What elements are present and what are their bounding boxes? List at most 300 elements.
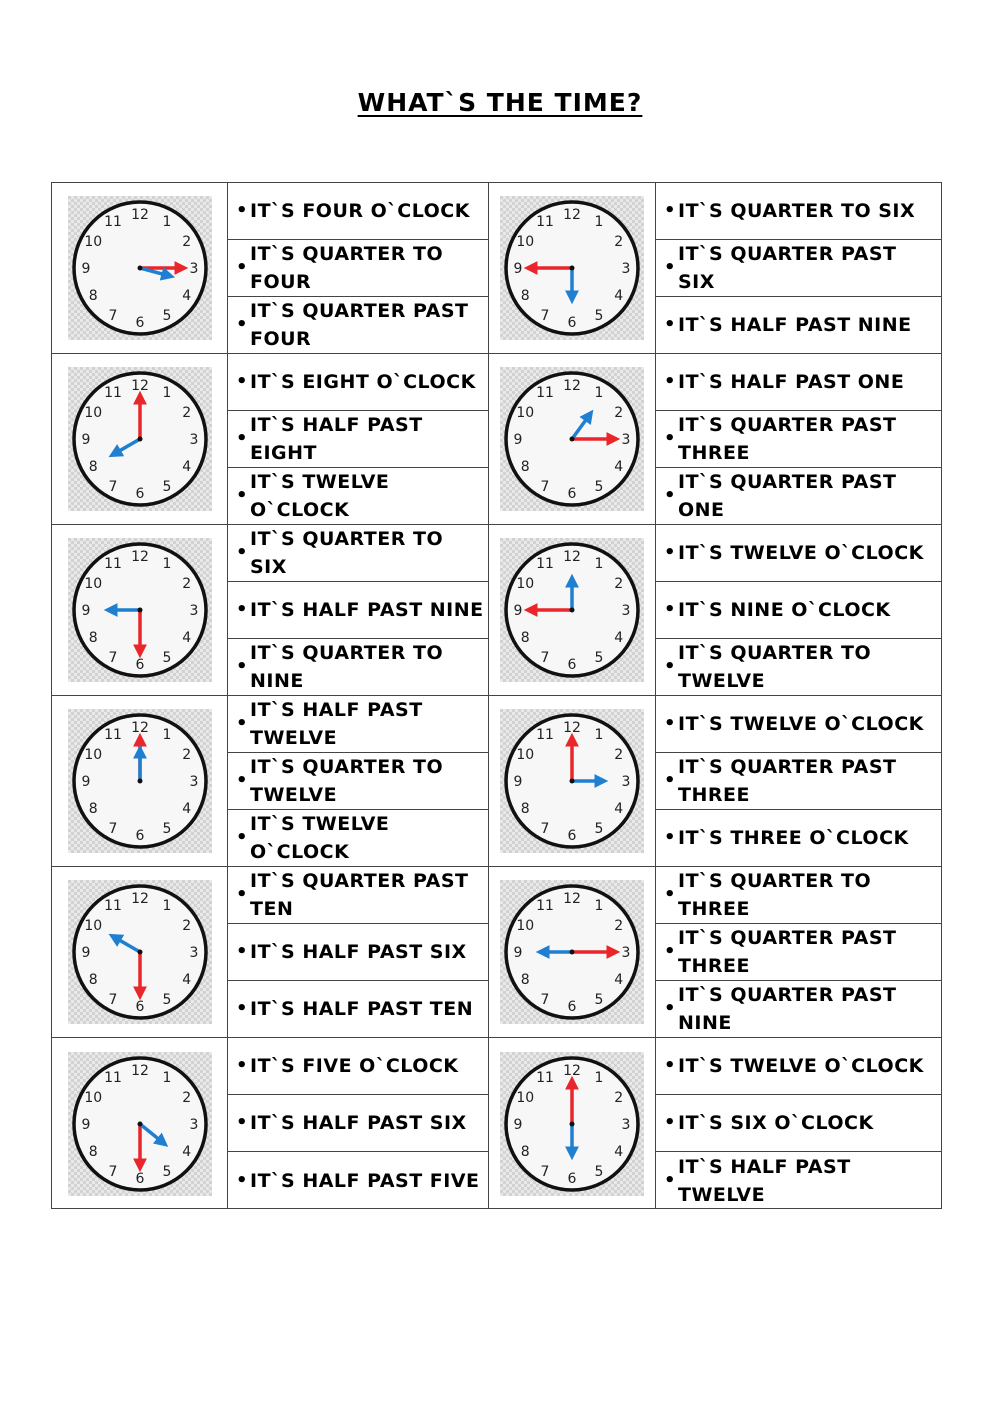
answer-option[interactable] xyxy=(228,1095,489,1152)
answer-option-text: IT`S QUARTER PAST THREE xyxy=(678,927,897,977)
clock-numeral: 1 xyxy=(594,385,604,402)
bullet-icon: • xyxy=(236,257,249,278)
clock-numeral: 12 xyxy=(130,549,149,565)
clock-image xyxy=(68,367,212,511)
clock-numeral: 9 xyxy=(513,603,523,619)
bullet-icon: • xyxy=(236,941,249,962)
clock-numeral: 6 xyxy=(567,486,577,502)
clock-numeral: 8 xyxy=(88,630,98,646)
clock-numeral: 3 xyxy=(189,1116,198,1133)
answer-option-text: IT`S HALF PAST TEN xyxy=(250,998,474,1020)
clock-numeral: 6 xyxy=(567,999,577,1015)
clock-numeral: 11 xyxy=(103,556,122,573)
clock-face xyxy=(500,880,644,1024)
clock-numeral: 5 xyxy=(162,478,171,495)
answer-option[interactable] xyxy=(228,753,489,810)
clock-numeral: 5 xyxy=(594,478,604,495)
clock-numeral: 7 xyxy=(540,820,550,837)
clock-numeral: 5 xyxy=(594,307,604,324)
clock-numeral: 1 xyxy=(162,898,171,915)
clock-numeral: 5 xyxy=(594,1163,604,1180)
bullet-icon: • xyxy=(664,314,677,335)
clock-numeral: 1 xyxy=(162,727,171,744)
answer-option-text: IT`S QUARTER TO TWELVE xyxy=(678,642,872,692)
answer-option-text: IT`S TWELVE O`CLOCK xyxy=(678,542,924,564)
answer-option-text: IT`S HALF PAST TWELVE xyxy=(250,699,423,749)
clock-numeral: 1 xyxy=(594,1069,604,1086)
clock-image xyxy=(500,709,644,853)
clock-numeral: 10 xyxy=(516,234,535,250)
clock-numeral: 1 xyxy=(162,214,171,231)
clock-numeral: 7 xyxy=(540,649,550,666)
clock-center xyxy=(137,1121,142,1126)
clock-numeral: 9 xyxy=(513,1116,523,1133)
clock-numeral: 11 xyxy=(103,214,122,231)
answer-option[interactable] xyxy=(656,924,941,981)
clock-numeral: 8 xyxy=(88,1143,98,1160)
clock-numeral: 10 xyxy=(83,576,102,592)
answer-option[interactable] xyxy=(656,183,941,240)
clock-numeral: 7 xyxy=(540,478,550,495)
answer-option[interactable] xyxy=(228,1038,489,1095)
clock-numeral: 3 xyxy=(621,945,631,961)
clock-center xyxy=(137,779,142,784)
clock-numeral: 10 xyxy=(83,747,102,763)
clock-numeral: 2 xyxy=(181,918,191,934)
clock-numeral: 7 xyxy=(108,649,117,666)
answer-option[interactable] xyxy=(656,753,941,810)
clock-numeral: 8 xyxy=(520,630,530,646)
answer-option-text: IT`S HALF PAST SIX xyxy=(250,1112,467,1134)
clock-face xyxy=(500,1052,644,1196)
bullet-icon: • xyxy=(236,998,249,1019)
clock-face xyxy=(68,538,212,682)
clock-image xyxy=(68,709,212,853)
clock-numeral: 4 xyxy=(614,630,624,646)
clock-numeral: 12 xyxy=(130,720,149,736)
bullet-icon: • xyxy=(236,485,249,506)
clock-numeral: 5 xyxy=(162,307,171,324)
answer-option[interactable] xyxy=(228,867,489,924)
answer-option[interactable] xyxy=(228,924,489,981)
bullet-icon: • xyxy=(664,200,677,221)
clock-cell xyxy=(489,183,656,354)
bullet-icon: • xyxy=(236,1169,249,1191)
answer-option-text: IT`S TWELVE O`CLOCK xyxy=(250,813,390,863)
answer-option[interactable] xyxy=(228,810,489,867)
answer-option-text: IT`S TWELVE O`CLOCK xyxy=(678,1055,924,1077)
clock-numeral: 8 xyxy=(520,1143,530,1160)
clock-numeral: 3 xyxy=(621,1116,631,1133)
clock-numeral: 12 xyxy=(563,378,581,394)
answer-option-text: IT`S QUARTER TO TWELVE xyxy=(250,756,444,806)
bullet-icon: • xyxy=(236,1112,249,1133)
clock-numeral: 9 xyxy=(81,774,90,790)
bullet-icon: • xyxy=(664,884,677,905)
clock-center xyxy=(570,950,575,955)
clock-numeral: 8 xyxy=(520,801,530,817)
answer-option[interactable] xyxy=(228,1152,489,1209)
clock-numeral: 1 xyxy=(162,1069,171,1086)
answer-option-text: IT`S NINE O`CLOCK xyxy=(678,599,891,621)
bullet-icon: • xyxy=(664,941,677,962)
clock-numeral: 5 xyxy=(594,649,604,666)
answer-option[interactable] xyxy=(228,525,489,582)
clock-numeral: 2 xyxy=(614,1089,624,1106)
clock-numeral: 1 xyxy=(594,556,604,573)
bullet-icon: • xyxy=(236,200,249,221)
clock-face xyxy=(68,196,212,340)
answer-option[interactable] xyxy=(228,411,489,468)
clock-numeral: 10 xyxy=(83,234,102,250)
clock-face xyxy=(500,196,644,340)
bullet-icon: • xyxy=(664,542,677,563)
bullet-icon: • xyxy=(236,371,249,392)
clock-numeral: 6 xyxy=(135,1170,144,1187)
clock-image xyxy=(500,367,644,511)
answer-option-text: IT`S HALF PAST NINE xyxy=(250,599,484,621)
clock-face xyxy=(68,880,212,1024)
answer-option-text: IT`S QUARTER TO SIX xyxy=(250,528,444,578)
answer-option-text: IT`S HALF PAST FIVE xyxy=(250,1169,480,1192)
clock-image xyxy=(500,196,644,340)
clock-numeral: 6 xyxy=(135,315,144,331)
clock-face xyxy=(500,709,644,853)
clock-numeral: 1 xyxy=(162,556,171,573)
clock-numeral: 5 xyxy=(162,1163,171,1180)
clock-numeral: 10 xyxy=(516,405,535,421)
answer-option-text: IT`S EIGHT O`CLOCK xyxy=(250,371,476,393)
answer-option-text: IT`S QUARTER TO FOUR xyxy=(250,243,444,293)
answer-option-text: IT`S TWELVE O`CLOCK xyxy=(678,713,924,735)
clock-numeral: 9 xyxy=(513,774,523,790)
clock-numeral: 10 xyxy=(516,576,535,592)
clock-numeral: 12 xyxy=(130,207,149,223)
clock-center xyxy=(570,437,575,442)
clock-numeral: 8 xyxy=(520,288,530,304)
clock-numeral: 6 xyxy=(135,999,144,1015)
clock-numeral: 10 xyxy=(516,747,535,763)
clock-image xyxy=(500,538,644,682)
clock-numeral: 2 xyxy=(181,1089,191,1106)
clock-numeral: 9 xyxy=(81,432,90,448)
bullet-icon: • xyxy=(236,884,249,905)
clock-numeral: 12 xyxy=(563,207,581,223)
clock-center xyxy=(570,266,575,271)
clock-cell xyxy=(489,525,656,696)
clock-cell xyxy=(52,696,228,867)
clock-image xyxy=(68,538,212,682)
clock-numeral: 3 xyxy=(621,774,631,790)
answer-option[interactable] xyxy=(656,411,941,468)
clock-numeral: 8 xyxy=(88,972,98,988)
answer-option[interactable] xyxy=(228,696,489,753)
answer-option[interactable] xyxy=(656,525,941,582)
clock-numeral: 4 xyxy=(614,972,624,988)
bullet-icon: • xyxy=(664,371,677,392)
answer-option[interactable] xyxy=(228,354,489,411)
clock-numeral: 2 xyxy=(181,234,191,250)
clock-numeral: 5 xyxy=(162,649,171,666)
clock-numeral: 7 xyxy=(108,991,117,1008)
clock-numeral: 7 xyxy=(540,1163,550,1180)
clock-numeral: 8 xyxy=(88,801,98,817)
clock-center xyxy=(570,1121,575,1126)
clock-numeral: 11 xyxy=(103,385,122,402)
clock-face xyxy=(68,709,212,853)
clock-numeral: 12 xyxy=(130,891,149,907)
answer-option[interactable] xyxy=(656,582,941,639)
clock-numeral: 1 xyxy=(594,898,604,915)
clock-numeral: 6 xyxy=(567,1170,577,1187)
bullet-icon: • xyxy=(236,770,249,791)
clock-numeral: 5 xyxy=(594,820,604,837)
clock-numeral: 11 xyxy=(536,556,554,573)
answer-option[interactable] xyxy=(656,240,941,297)
bullet-icon: • xyxy=(664,656,677,677)
clock-numeral: 8 xyxy=(520,459,530,475)
answer-option[interactable] xyxy=(656,1152,941,1209)
bullet-icon: • xyxy=(236,314,249,335)
bullet-icon: • xyxy=(664,713,677,734)
answer-option-text: IT`S QUARTER PAST THREE xyxy=(678,414,897,464)
clock-face xyxy=(500,538,644,682)
clock-numeral: 5 xyxy=(594,991,604,1008)
clock-numeral: 9 xyxy=(81,603,90,619)
bullet-icon: • xyxy=(236,713,249,734)
answer-option[interactable] xyxy=(656,810,941,867)
clock-numeral: 7 xyxy=(540,307,550,324)
clock-numeral: 8 xyxy=(88,288,98,304)
bullet-icon: • xyxy=(664,599,677,620)
worksheet-title xyxy=(0,88,1000,117)
clock-numeral: 7 xyxy=(108,307,117,324)
worksheet-title-text: WHAT`S THE TIME? xyxy=(357,88,643,117)
clock-face xyxy=(68,1052,212,1196)
answer-option[interactable] xyxy=(656,468,941,525)
bullet-icon: • xyxy=(236,656,249,677)
clock-numeral: 3 xyxy=(189,945,198,961)
clock-numeral: 4 xyxy=(181,1143,191,1160)
clock-numeral: 10 xyxy=(83,918,102,934)
clock-numeral: 11 xyxy=(536,385,554,402)
bullet-icon: • xyxy=(664,257,677,278)
clock-numeral: 2 xyxy=(614,918,624,934)
answer-option-text: IT`S FOUR O`CLOCK xyxy=(250,200,470,222)
bullet-icon: • xyxy=(664,998,677,1019)
answer-option-text: IT`S QUARTER PAST ONE xyxy=(678,471,897,521)
answer-option-text: IT`S QUARTER TO SIX xyxy=(678,200,916,222)
clock-center xyxy=(137,266,142,271)
clock-numeral: 4 xyxy=(181,630,191,646)
clock-image xyxy=(68,1052,212,1196)
clock-numeral: 8 xyxy=(520,972,530,988)
bullet-icon: • xyxy=(664,770,677,791)
clock-numeral: 3 xyxy=(621,261,631,277)
clock-numeral: 10 xyxy=(83,1089,102,1106)
clock-numeral: 10 xyxy=(516,918,535,934)
clock-numeral: 4 xyxy=(614,1143,624,1160)
clock-numeral: 9 xyxy=(513,945,523,961)
answer-option-text: IT`S SIX O`CLOCK xyxy=(678,1112,874,1134)
clock-numeral: 2 xyxy=(181,747,191,763)
clock-numeral: 9 xyxy=(81,945,90,961)
clock-face xyxy=(500,367,644,511)
clock-numeral: 3 xyxy=(189,432,198,448)
clock-numeral: 2 xyxy=(614,405,624,421)
answer-option-text: IT`S QUARTER PAST NINE xyxy=(678,984,897,1034)
clock-numeral: 12 xyxy=(130,1062,149,1079)
clock-numeral: 11 xyxy=(536,214,554,231)
clock-numeral: 11 xyxy=(103,898,122,915)
answer-option-text: IT`S HALF PAST EIGHT xyxy=(250,414,423,464)
answer-option[interactable] xyxy=(228,981,489,1038)
clock-numeral: 3 xyxy=(621,603,631,619)
bullet-icon: • xyxy=(236,1055,249,1076)
answer-option-text: IT`S QUARTER PAST FOUR xyxy=(250,300,469,350)
bullet-icon: • xyxy=(236,599,249,620)
answer-option[interactable] xyxy=(656,696,941,753)
answer-option[interactable] xyxy=(228,183,489,240)
clock-numeral: 3 xyxy=(189,603,198,619)
answer-option[interactable] xyxy=(228,639,489,696)
clock-numeral: 3 xyxy=(189,774,198,790)
answer-option[interactable] xyxy=(656,867,941,924)
clock-cell xyxy=(489,696,656,867)
clock-cell xyxy=(489,354,656,525)
clock-numeral: 10 xyxy=(516,1089,535,1106)
bullet-icon: • xyxy=(664,1055,677,1076)
answer-option[interactable] xyxy=(656,1095,941,1152)
answer-option[interactable] xyxy=(228,582,489,639)
clock-numeral: 1 xyxy=(594,727,604,744)
answer-option-text: IT`S QUARTER TO NINE xyxy=(250,642,444,692)
bullet-icon: • xyxy=(236,827,249,848)
clock-numeral: 11 xyxy=(103,1069,122,1086)
answer-option[interactable] xyxy=(656,639,941,696)
answer-option-text: IT`S QUARTER TO THREE xyxy=(678,870,872,920)
answer-option[interactable] xyxy=(656,354,941,411)
answer-option[interactable] xyxy=(228,468,489,525)
clock-numeral: 11 xyxy=(103,727,122,744)
clock-cell xyxy=(489,1038,656,1209)
clock-numeral: 4 xyxy=(614,288,624,304)
clock-numeral: 6 xyxy=(567,828,577,844)
clock-numeral: 7 xyxy=(108,1163,117,1180)
answer-option[interactable] xyxy=(656,1038,941,1095)
clock-numeral: 1 xyxy=(162,385,171,402)
clock-numeral: 4 xyxy=(181,801,191,817)
bullet-icon: • xyxy=(664,1112,677,1133)
answer-option-text: IT`S HALF PAST ONE xyxy=(678,371,905,393)
clock-numeral: 7 xyxy=(540,991,550,1008)
clock-numeral: 6 xyxy=(567,657,577,673)
bullet-icon: • xyxy=(236,542,249,563)
clock-numeral: 4 xyxy=(181,459,191,475)
clock-numeral: 12 xyxy=(563,720,581,736)
bullet-icon: • xyxy=(236,428,249,449)
clock-numeral: 9 xyxy=(513,432,523,448)
answer-option-text: IT`S QUARTER PAST THREE xyxy=(678,756,897,806)
answer-option[interactable] xyxy=(228,240,489,297)
clock-center xyxy=(570,608,575,613)
clock-cell xyxy=(52,1038,228,1209)
answer-option[interactable] xyxy=(656,297,941,354)
answer-option-text: IT`S QUARTER PAST TEN xyxy=(250,870,469,920)
answer-option-text: IT`S HALF PAST SIX xyxy=(250,941,467,963)
answer-option-text: IT`S QUARTER PAST SIX xyxy=(678,243,897,293)
clock-numeral: 9 xyxy=(81,1116,90,1133)
clock-image xyxy=(500,880,644,1024)
clock-numeral: 2 xyxy=(614,747,624,763)
clock-numeral: 8 xyxy=(88,459,98,475)
clock-cell xyxy=(52,867,228,1038)
answer-option[interactable] xyxy=(228,297,489,354)
clock-numeral: 2 xyxy=(181,576,191,592)
clock-center xyxy=(570,779,575,784)
bullet-icon: • xyxy=(664,428,677,449)
clock-numeral: 4 xyxy=(181,288,191,304)
clock-numeral: 5 xyxy=(162,991,171,1008)
clock-numeral: 9 xyxy=(513,261,523,277)
clock-numeral: 9 xyxy=(81,261,90,277)
clock-face xyxy=(68,367,212,511)
answer-option-text: IT`S FIVE O`CLOCK xyxy=(250,1055,459,1077)
answer-option[interactable] xyxy=(656,981,941,1038)
clock-numeral: 12 xyxy=(563,549,581,565)
clock-numeral: 4 xyxy=(181,972,191,988)
clock-numeral: 1 xyxy=(594,214,604,231)
answer-option-text: IT`S THREE O`CLOCK xyxy=(678,827,909,849)
clock-numeral: 6 xyxy=(567,315,577,331)
clock-numeral: 3 xyxy=(621,432,631,448)
clock-numeral: 7 xyxy=(108,478,117,495)
clock-cell xyxy=(52,525,228,696)
clock-cell xyxy=(52,183,228,354)
clock-center xyxy=(137,950,142,955)
clock-matching-table xyxy=(51,182,942,1209)
clock-numeral: 12 xyxy=(563,891,581,907)
bullet-icon: • xyxy=(664,827,677,848)
answer-option-text: IT`S TWELVE O`CLOCK xyxy=(250,471,390,521)
clock-numeral: 12 xyxy=(563,1062,581,1079)
clock-numeral: 7 xyxy=(108,820,117,837)
clock-numeral: 3 xyxy=(189,261,198,277)
clock-cell xyxy=(52,354,228,525)
bullet-icon: • xyxy=(664,1169,677,1191)
clock-center xyxy=(137,608,142,613)
clock-numeral: 6 xyxy=(135,486,144,502)
clock-image xyxy=(68,880,212,1024)
clock-image xyxy=(500,1052,644,1196)
clock-numeral: 5 xyxy=(162,820,171,837)
clock-numeral: 2 xyxy=(181,405,191,421)
clock-numeral: 4 xyxy=(614,801,624,817)
bullet-icon: • xyxy=(664,485,677,506)
clock-numeral: 11 xyxy=(536,898,554,915)
clock-numeral: 6 xyxy=(135,657,144,673)
clock-numeral: 2 xyxy=(614,576,624,592)
clock-numeral: 6 xyxy=(135,828,144,844)
clock-numeral: 10 xyxy=(83,405,102,421)
clock-numeral: 12 xyxy=(130,378,149,394)
clock-numeral: 4 xyxy=(614,459,624,475)
clock-numeral: 11 xyxy=(536,1069,554,1086)
answer-option-text: IT`S HALF PAST TWELVE xyxy=(678,1155,851,1206)
clock-center xyxy=(137,437,142,442)
clock-numeral: 2 xyxy=(614,234,624,250)
clock-cell xyxy=(489,867,656,1038)
